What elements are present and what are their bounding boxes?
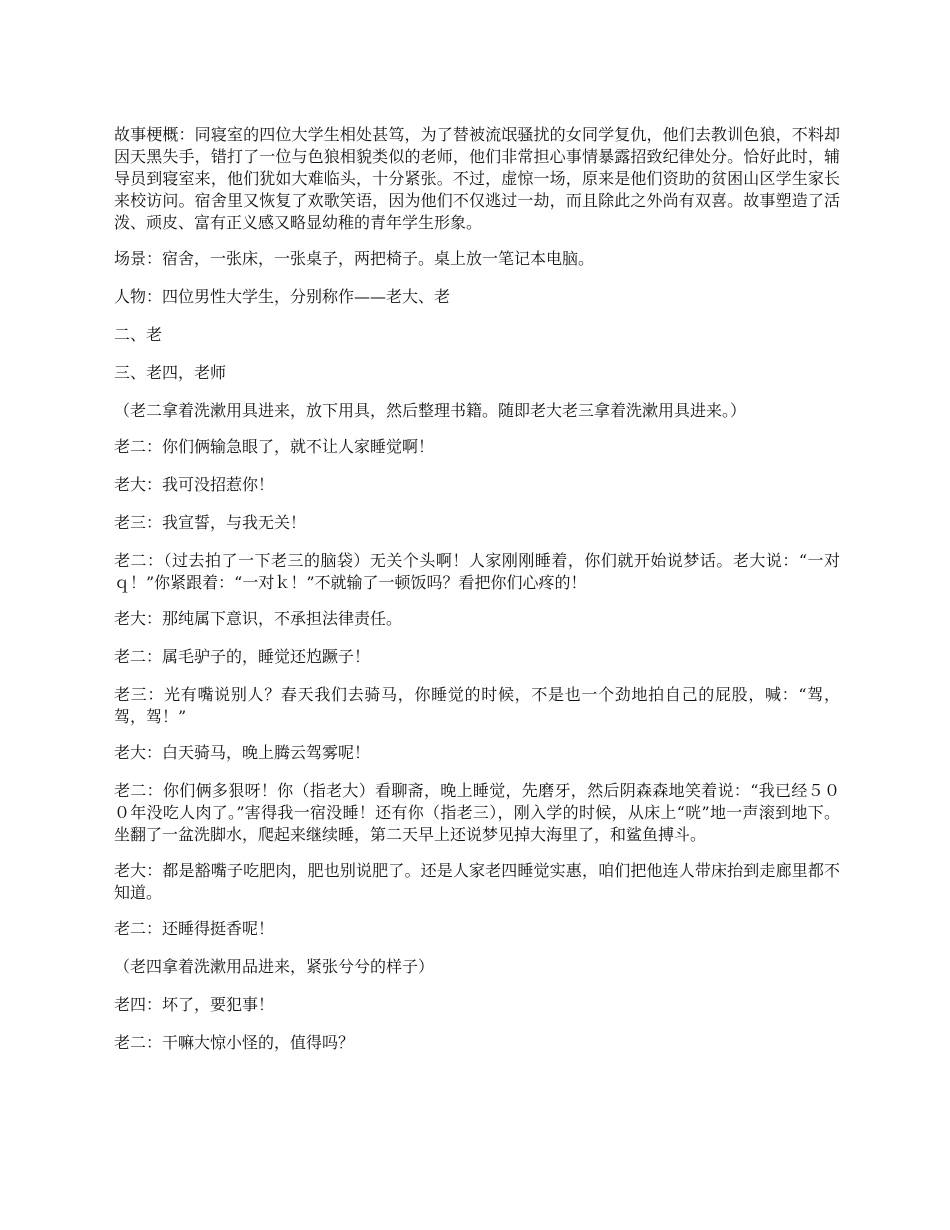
dialogue-line: 老大：都是豁嘴子吃肥肉，肥也别说肥了。还是人家老四睡觉实惠，咱们把他连人带床抬到走廊里都不知道。 (114, 861, 840, 902)
dialogue-line: 老大：那纯属下意识，不承担法律责任。 (114, 609, 403, 628)
stage-direction: （老二拿着洗漱用具进来，放下用具，然后整理书籍。随即老大老三拿着洗漱用具进来。） (114, 401, 747, 420)
dialogue-line: 老二：你们俩输急眼了，就不让人家睡觉啊！ (114, 437, 435, 456)
dialogue-line: 老二：（过去拍了一下老三的脑袋）无关个头啊！人家刚刚睡着，你们就开始说梦话。老大说：“一对ｑ！”你紧跟着：“一对ｋ！”不就输了一顿饭吗？看把你们心疼的！ (114, 551, 840, 592)
dialogue-line: 老大：我可没招惹你！ (114, 475, 275, 494)
scene-line: 场景：宿舍，一张床，一张桌子，两把椅子。桌上放一笔记本电脑。 (114, 249, 595, 268)
dialogue-line: 老四：坏了，要犯事！ (114, 995, 275, 1014)
characters-line-cont-2: 三、老四，老师 (114, 363, 227, 382)
dialogue-line: 老二：你们俩多狠呀！你（指老大）看聊斋，晚上睡觉，先磨牙，然后阴森森地笑着说：“我已经５００年没吃人肉了。”害得我一宿没睡！还有你（指老三），刚入学的时候，从床上“咣”地一声滚到地下。坐翻了一盆洗脚水，爬起来继续睡，第二天早上还说梦见掉大海里了，和鲨鱼搏斗。 (114, 781, 840, 844)
document-page (114, 124, 840, 1070)
dialogue-line: 老二：还睡得挺香呢！ (114, 919, 275, 938)
characters-line-cont-1: 二、老 (114, 325, 163, 344)
dialogue-line: 老二：属毛驴子的，睡觉还尥蹶子！ (114, 647, 371, 666)
dialogue-line: 老三：我宣誓，与我无关！ (114, 513, 307, 532)
dialogue-line: 老大：白天骑马，晚上腾云驾雾呢！ (114, 743, 371, 762)
stage-direction: （老四拿着洗漱用品进来，紧张兮兮的样子） (114, 957, 435, 976)
characters-line: 人物：四位男性大学生，分别称作——老大、老 (114, 287, 451, 306)
dialogue-line: 老二：干嘛大惊小怪的，值得吗？ (114, 1033, 355, 1052)
synopsis-paragraph: 故事梗概：同寝室的四位大学生相处甚笃，为了替被流氓骚扰的女同学复仇，他们去教训色狼，不料却因天黑失手，错打了一位与色狼相貌类似的老师，他们非常担心事情暴露招致纪律处分。恰好此时，辅导员到寝室来，他们犹如大难临头，十分紧张。不过，虚惊一场，原来是他们资助的贫困山区学生家长来校访问。宿舍里又恢复了欢歌笑语，因为他们不仅逃过一劫，而且除此之外尚有双喜。故事塑造了活泼、顽皮、富有正义感又略显幼稚的青年学生形象。 (114, 125, 840, 232)
dialogue-line: 老三：光有嘴说别人？春天我们去骑马，你睡觉的时候，不是也一个劲地拍自己的屁股，喊：“驾，驾，驾！” (114, 685, 840, 726)
